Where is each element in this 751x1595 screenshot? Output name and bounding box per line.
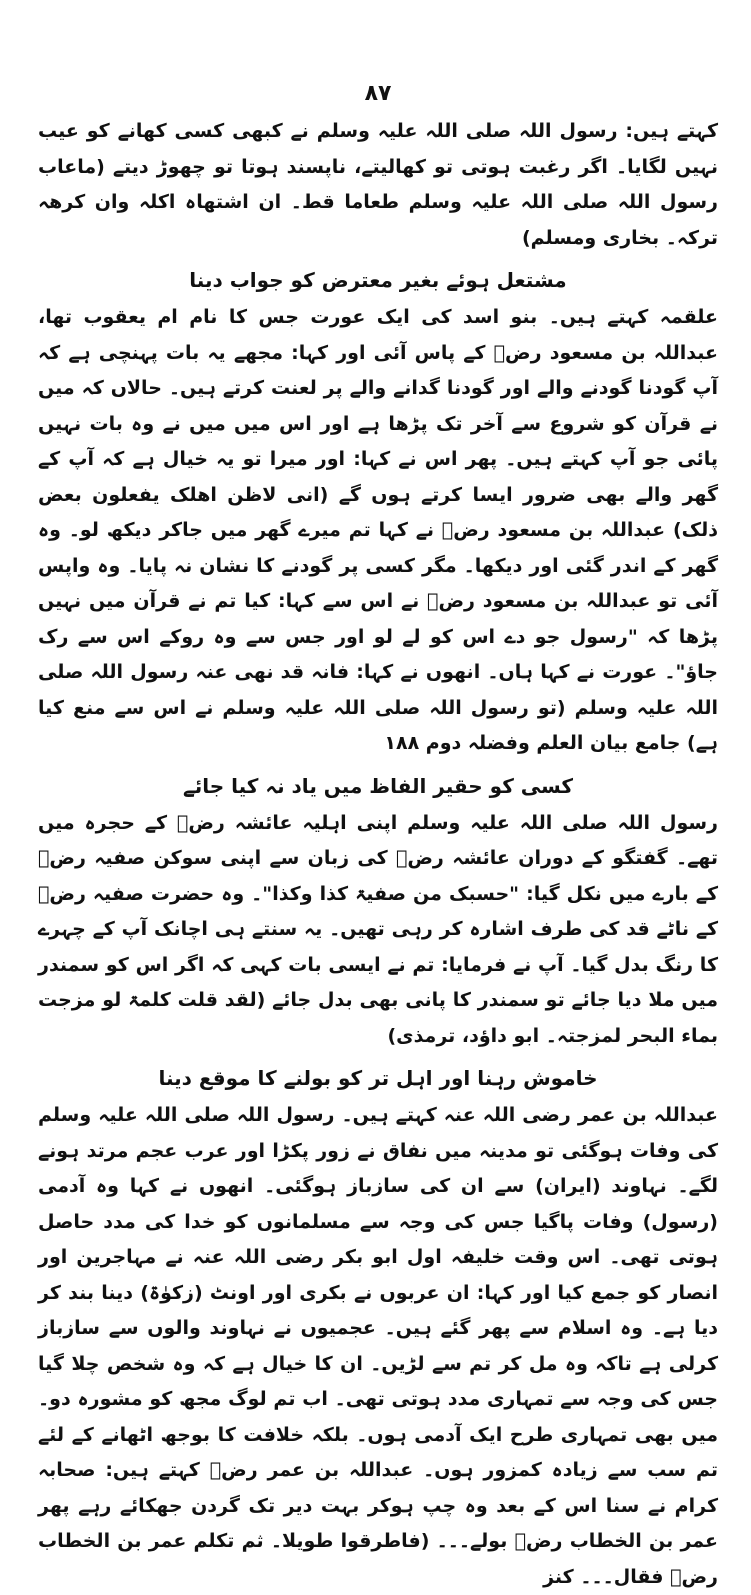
paragraph-silence-and-consultation: عبداللہ بن عمر رضی اللہ عنہ کہتے ہیں۔ رسول اللہ صلی اللہ علیہ وسلم کی وفات ہوگئی تو مدینہ میں نفاق نے زور پکڑا اور عرب عجم مرتد ہونے لگے۔ نہاوند (ایران) سے ان کی سازباز ہوگئی۔ انھوں نے کہا وہ آدمی (رسول) وفات پاگیا جس کی وجہ سے مسلمانوں کو خدا کی مدد حاصل ہوتی تھی۔ اس وقت خلیفہ اول ابو بکر رضی اللہ عنہ نے مہاجرین اور انصار کو جمع کیا اور کہا: ان عربوں نے بکری اور اونٹ (زکوٰۃ) دینا بند کر دیا ہے۔ وہ اسلام سے پھر گئے ہیں۔ عجمیوں نے نہاوند والوں سے سازباز کرلی ہے تاکہ وہ مل کر تم سے لڑیں۔ ان کا خیال ہے کہ وہ شخص چلا گیا جس کی وجہ سے تمہاری مدد ہوتی تھی۔ اب تم لوگ مجھ کو مشورہ دو۔ میں بھی تمہاری طرح ایک آدمی ہوں۔ بلکہ خلافت کا بوجھ اٹھانے کے لئے تم سب سے زیادہ کمزور ہوں۔ عبداللہ بن عمر رضؓ کہتے ہیں: صحابہ کرام نے سنا اس کے بعد وہ چپ ہوکر بہت دیر تک گردن جھکائے رہے پھر عمر بن الخطاب رضؓ بولے۔۔۔ (فاطرقوا طویلا۔ ثم تکلم عمر بن الخطاب رضؓ فقال۔۔۔ کنز: [38, 1104, 718, 1588]
section-no-demeaning-words: [38, 768, 718, 1055]
paragraph-answering-objector: علقمہ کہتے ہیں۔ بنو اسد کی ایک عورت جس کا نام ام یعقوب تھا، عبداللہ بن مسعود رضؓ کے پاس آئی اور کہا: مجھے یہ بات پہنچی ہے کہ آپ گودنا گودنے والے اور گودنا گدانے والے پر لعنت کرتے ہیں۔ حالاں کہ میں نے قرآن کو شروع سے آخر تک پڑھا ہے اور اس میں میں نے وہ بات نہیں پائی جو آپ کہتے ہیں۔ پھر اس نے کہا: اور میرا تو یہ خیال ہے کہ آپ کے گھر والے بھی ضرور ایسا کرتے ہوں گے (انی لاظن اھلک یفعلون بعض ذلک) عبداللہ بن مسعود رضؓ نے کہا تم میرے گھر میں جاکر دیکھ لو۔ وہ گھر کے اندر گئی اور دیکھا۔ مگر کسی پر گودنے کا نشان نہ پایا۔ وہ واپس آئی تو عبداللہ بن مسعود رضؓ نے اس سے کہا: کیا تم نے قرآن میں نہیں پڑھا کہ "رسول جو دے اس کو لے لو اور جس سے وہ روکے اس سے رک جاؤ"۔ عورت نے کہا ہاں۔ انھوں نے کہا: فانہ قد نھی عنہ رسول اللہ صلی اللہ علیہ وسلم (تو رسول اللہ صلی اللہ علیہ وسلم نے اس سے منع کیا ہے) جامع بیان العلم وفضلہ دوم ۱۸۸: [38, 306, 718, 754]
heading-no-demeaning-words: کسی کو حقیر الفاظ میں یاد نہ کیا جائے: [182, 773, 574, 798]
section-silence-and-consultation: [38, 1060, 718, 1595]
heading-answering-objector: مشتعل ہوئے بغیر معترض کو جواب دینا: [189, 268, 567, 292]
page-number: ۸۷: [364, 81, 392, 106]
paragraph-food-etiquette: کہتے ہیں: رسول اللہ صلی اللہ علیہ وسلم نے کبھی کسی کھانے کو عیب نہیں لگایا۔ اگر رغبت ہوتی تو کھالیتے، ناپسند ہوتا تو چھوڑ دیتے (ماعاب رسول اللہ صلی اللہ علیہ وسلم طعاما قط۔ ان اشتھاہ اکلہ وان کرھہ ترکہ۔ بخاری ومسلم): [38, 120, 718, 249]
section-answering-objector: [38, 262, 718, 762]
heading-silence-and-consultation: خاموش رہنا اور اہل تر کو بولنے کا موقع دینا: [158, 1066, 598, 1090]
document-page: [38, 78, 718, 1588]
section-food-etiquette: [38, 114, 718, 256]
paragraph-no-demeaning-words: رسول اللہ صلی اللہ علیہ وسلم اپنی اہلیہ عائشہ رضؓ کے حجرہ میں تھے۔ گفتگو کے دوران عائشہ رضؓ کی زبان سے اپنی سوکن صفیہ رضؓ کے بارے میں نکل گیا: "حسبک من صفیۃ کذا وکذا"۔ وہ حضرت صفیہ رضؓ کے ناٹے قد کی طرف اشارہ کر رہی تھیں۔ یہ سنتے ہی اچانک آپ کے چہرے کا رنگ بدل گیا۔ آپ نے فرمایا: تم نے ایسی بات کہی کہ اگر اس کو سمندر میں ملا دیا جائے تو سمندر کا پانی بھی بدل جائے (لقد قلت کلمۃ لو مزجت بماء البحر لمزجتہ۔ ابو داؤد، ترمذی): [38, 811, 718, 1047]
